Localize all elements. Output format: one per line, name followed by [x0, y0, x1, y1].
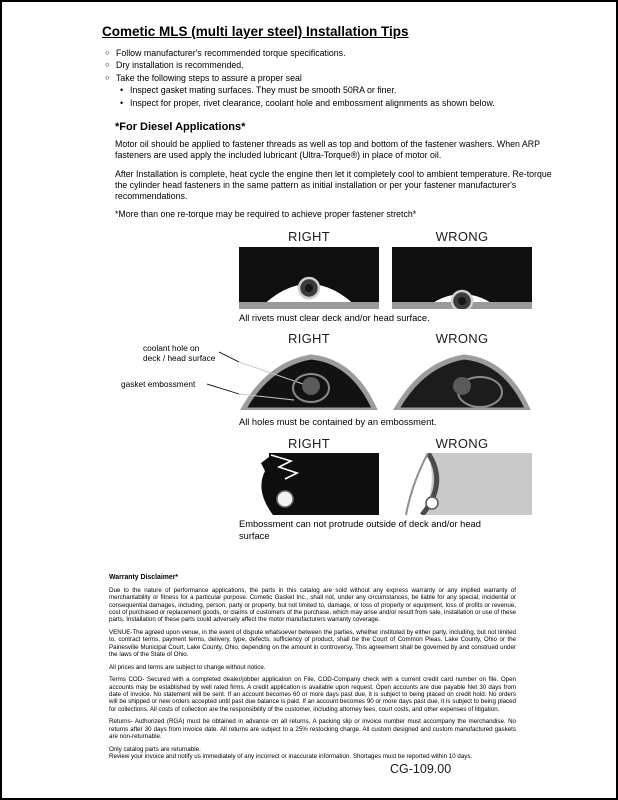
- warranty-paragraph: Terms COD- Secured with a completed dealer/jobber application on File, COD-Company check with a current credit card number on file. Open accounts may be established by well rated firms. A credit application is available upon request. Open accounts are due payable Net 30 days from date of invoice. No statement will be sent. If an account becomes 60 or more days past due, it is subject to being placed on credit hold. No orders will be shipped or new orders accepted until past due balance is paid. If an account becomes 90 or more days past due, it is subject to being placed for collections. All costs of collection are the responsibility of the customer, including attorney fees, court costs, and other expenses of litigation.: [109, 676, 516, 713]
- figure1-wrong-label: WRONG: [435, 229, 489, 244]
- tip-item: ○ Dry installation is recommended.: [105, 59, 580, 71]
- warranty-disclaimer-section: [109, 574, 516, 760]
- tip-item: ○ Follow manufacturer's recommended torque specifications.: [105, 47, 580, 59]
- figure3-wrong-image: [392, 453, 532, 515]
- coolant-hole-annotation-line2: deck / head surface: [143, 353, 216, 363]
- sub-tip-item: • Inspect gasket mating surfaces. They must be smooth 50RA or finer.: [120, 84, 580, 96]
- sub-tips-list: [105, 84, 580, 109]
- figure2-wrong-image: [392, 348, 532, 410]
- figure1-right-image: [239, 247, 379, 309]
- warranty-paragraph: Review your invoice and notify us immediately of any incorrect or inaccurate information. Shortages must be reported within 10 days.: [109, 753, 473, 761]
- figure2-right-image: [239, 348, 379, 410]
- annotation-pointer-lines: [207, 346, 242, 401]
- figure2-right-label: RIGHT: [288, 331, 330, 346]
- tips-list: [105, 47, 580, 109]
- figure2-wrong-label: WRONG: [435, 331, 489, 346]
- diesel-applications-heading: *For Diesel Applications*: [115, 121, 246, 133]
- warranty-paragraph: VENUE-The agreed upon venue, in the event of dispute whatsoever between the parties, whether instituted by either party, including, but not limited to, contract terms, payment terms, delivery, type, defects, sufficiency of product, shall be the Court of Common Pleas, Lake County, Ohio or the Painesville Municipal Court, Lake County, Ohio, depending on the amount in controversy. This agreement shall be governed by and construed under the laws of the State of Ohio.: [109, 628, 516, 658]
- warranty-paragraph: All prices and terms are subject to change without notice.: [109, 663, 266, 671]
- page-number-code: CG-109.00: [390, 762, 452, 776]
- figure1-right-label: RIGHT: [288, 229, 330, 244]
- coolant-hole-annotation-line1: coolant hole on: [143, 343, 200, 353]
- warranty-paragraph: Returns- Authorized (RGA) must be obtained in advance on all returns. A packing slip or invoice number must accompany the merchandise. No returns after 30 days from invoice date. All returns are subject to a 25% restocking charge. All custom designed and custom manufactured gaskets are non-returnable.: [109, 718, 516, 741]
- diesel-paragraph-1: Motor oil should be applied to fastener threads as well as top and bottom of the fastener washers. When ARP fasteners are used apply the included lubricant (Ultra-Torque®) in place of motor oil.: [115, 139, 540, 160]
- tip-item: ○ Take the following steps to assure a proper seal: [105, 72, 580, 84]
- retorque-note: *More than one re-torque may be required to achieve proper fastener stretch*: [115, 209, 417, 219]
- sub-tip-item: • Inspect for proper, rivet clearance, coolant hole and embossment alignments as shown below.: [120, 97, 580, 109]
- warranty-paragraph: Only catalog parts are returnable.: [109, 745, 201, 753]
- gasket-embossment-annotation: gasket embossment: [121, 379, 196, 389]
- figure3-right-label: RIGHT: [288, 436, 330, 451]
- diesel-paragraph-2: After Installation is complete, heat cycle the engine then let it completely cool to ambient temperature. Re-torque the cylinder head fasteners in the same pattern as initial installation or per your fastener manufacturer's recommendations.: [115, 169, 552, 201]
- figure2-caption: All holes must be contained by an embossment.: [239, 417, 437, 427]
- page-title: Cometic MLS (multi layer steel) Installation Tips: [102, 24, 409, 39]
- figure1-caption: All rivets must clear deck and/or head surface.: [239, 313, 430, 323]
- warranty-heading: Warranty Disclaimer*: [109, 574, 179, 581]
- figure1-wrong-image: [392, 247, 532, 309]
- figure3-wrong-label: WRONG: [435, 436, 489, 451]
- figure3-caption: Embossment can not protrude outside of deck and/or head surface: [239, 519, 481, 541]
- figure3-right-image: [239, 453, 379, 515]
- warranty-paragraph: Due to the nature of performance applications, the parts in this catalog are sold without any express warranty or any implied warranty of merchantability or fitness for a particular purpose. Cometic Gasket Inc., shall not, under any circumstances, be liable for any special, incidental or consequential damages, including, person, party or property, but not limited to, damage, or loss of property or equipment, loss of profits or revenue, cost of purchased or replacement goods, or claims of customers of the purchase, which may arise and/or result from sale, installation or use of these parts. Installation of these parts could adversely affect the motor manufacturers warranty coverage.: [109, 587, 516, 624]
